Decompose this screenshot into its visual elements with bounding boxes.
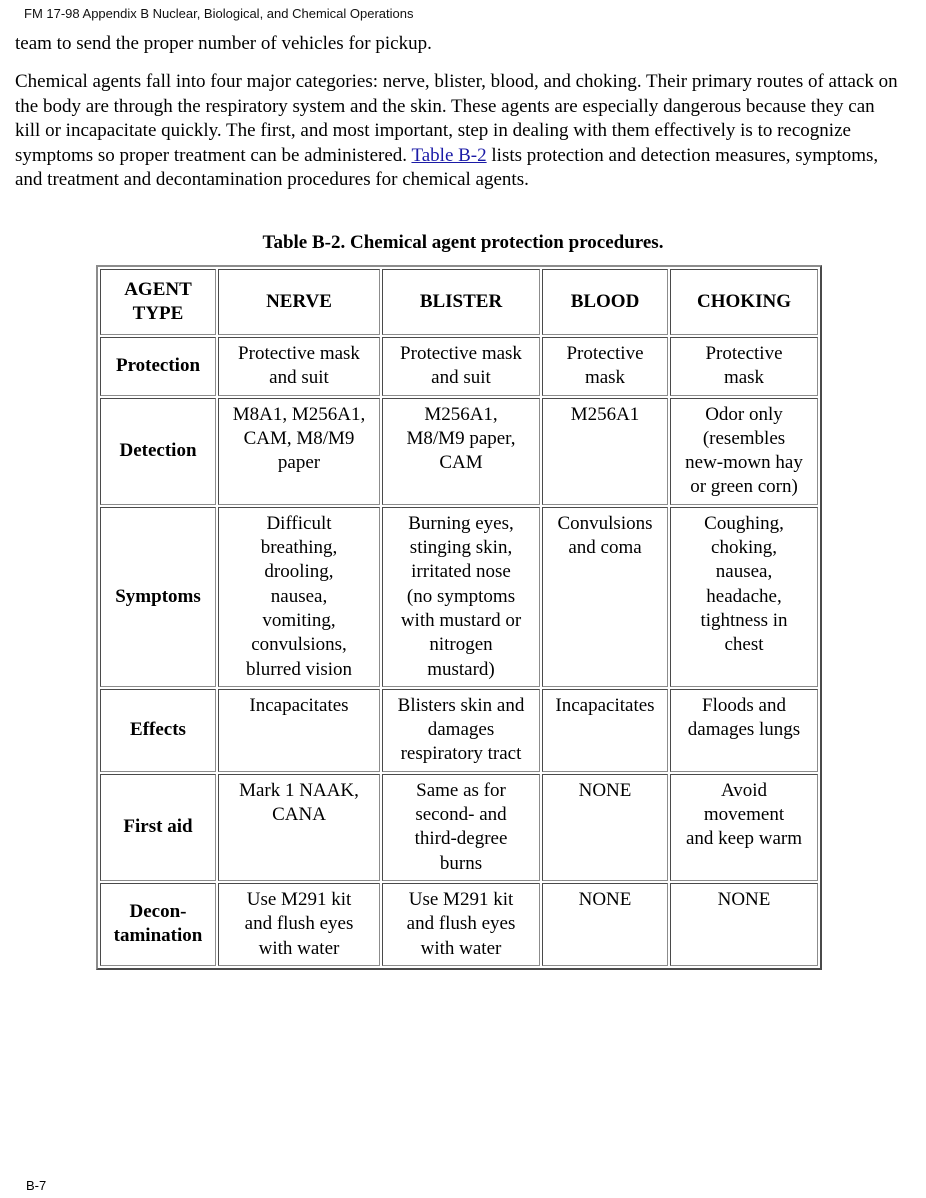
table-cell: Use M291 kit and flush eyes with water (382, 883, 540, 966)
table-cell: Protective mask (670, 337, 818, 396)
table-row-decontamination (100, 883, 818, 966)
row-label: Protection (100, 337, 216, 396)
table-cell: M256A1, M8/M9 paper, CAM (382, 398, 540, 505)
table-cell: Blisters skin and damages respiratory tract (382, 689, 540, 772)
table-header-row (100, 269, 818, 335)
table-row-first-aid (100, 774, 818, 881)
header-blister: BLISTER (382, 269, 540, 335)
chemical-agent-table (96, 265, 822, 970)
table-cell: Difficult breathing, drooling, nausea, vomiting, convulsions, blurred vision (218, 507, 380, 687)
table-cell: Coughing, choking, nausea, headache, tightness in chest (670, 507, 818, 687)
table-cell: Protective mask (542, 337, 668, 396)
table-cell: NONE (542, 774, 668, 881)
header-nerve: NERVE (218, 269, 380, 335)
header-blood: BLOOD (542, 269, 668, 335)
table-cell: Convulsions and coma (542, 507, 668, 687)
table-cell: Odor only (resembles new-mown hay or green corn) (670, 398, 818, 505)
table-cell: Use M291 kit and flush eyes with water (218, 883, 380, 966)
paragraph-continued: team to send the proper number of vehicles for pickup. (15, 33, 432, 54)
table-cell: NONE (670, 883, 818, 966)
row-label: Detection (100, 398, 216, 505)
row-label: Symptoms (100, 507, 216, 687)
table-cell: Protective mask and suit (218, 337, 380, 396)
table-cell: Incapacitates (218, 689, 380, 772)
running-header: FM 17-98 Appendix B Nuclear, Biological, and Chemical Operations (24, 6, 414, 21)
row-label: Effects (100, 689, 216, 772)
table-row-symptoms (100, 507, 818, 687)
header-agent-type: AGENT TYPE (100, 269, 216, 335)
paragraph-text-after-link: lists protection and detection measures, symptoms, and treatment and decontamination procedures for chemical agents. (15, 144, 879, 190)
row-label: Decon- tamination (100, 883, 216, 966)
table-cell: Avoid movement and keep warm (670, 774, 818, 881)
table-cell: M8A1, M256A1, CAM, M8/M9 paper (218, 398, 380, 505)
paragraph-text-before-link: Chemical agents fall into four major categories: nerve, blister, blood, and choking. Their primary routes of attack on the body are through the respiratory system and the skin. These agents are especially dangerous because they can kill or incapacitate quickly. The first, and most important, step in dealing with them effectively is to recognize symptoms so proper treatment can be administered. (15, 71, 898, 166)
table-container (96, 265, 822, 970)
table-cell: Protective mask and suit (382, 337, 540, 396)
table-row-effects (100, 689, 818, 772)
table-cell: Burning eyes, stinging skin, irritated nose (no symptoms with mustard or nitrogen mustard) (382, 507, 540, 687)
table-caption: Table B-2. Chemical agent protection procedures. (262, 232, 664, 253)
table-b2-link[interactable]: Table B-2 (411, 144, 487, 166)
table-row-detection (100, 398, 818, 505)
paragraph-chemical-agents (15, 70, 900, 193)
row-label: First aid (100, 774, 216, 881)
table-row-protection (100, 337, 818, 396)
table-cell: Same as for second- and third-degree burns (382, 774, 540, 881)
table-cell: M256A1 (542, 398, 668, 505)
table-cell: NONE (542, 883, 668, 966)
table-cell: Incapacitates (542, 689, 668, 772)
page-number: B-7 (26, 1178, 47, 1193)
table-cell: Floods and damages lungs (670, 689, 818, 772)
header-choking: CHOKING (670, 269, 818, 335)
table-cell: Mark 1 NAAK, CANA (218, 774, 380, 881)
